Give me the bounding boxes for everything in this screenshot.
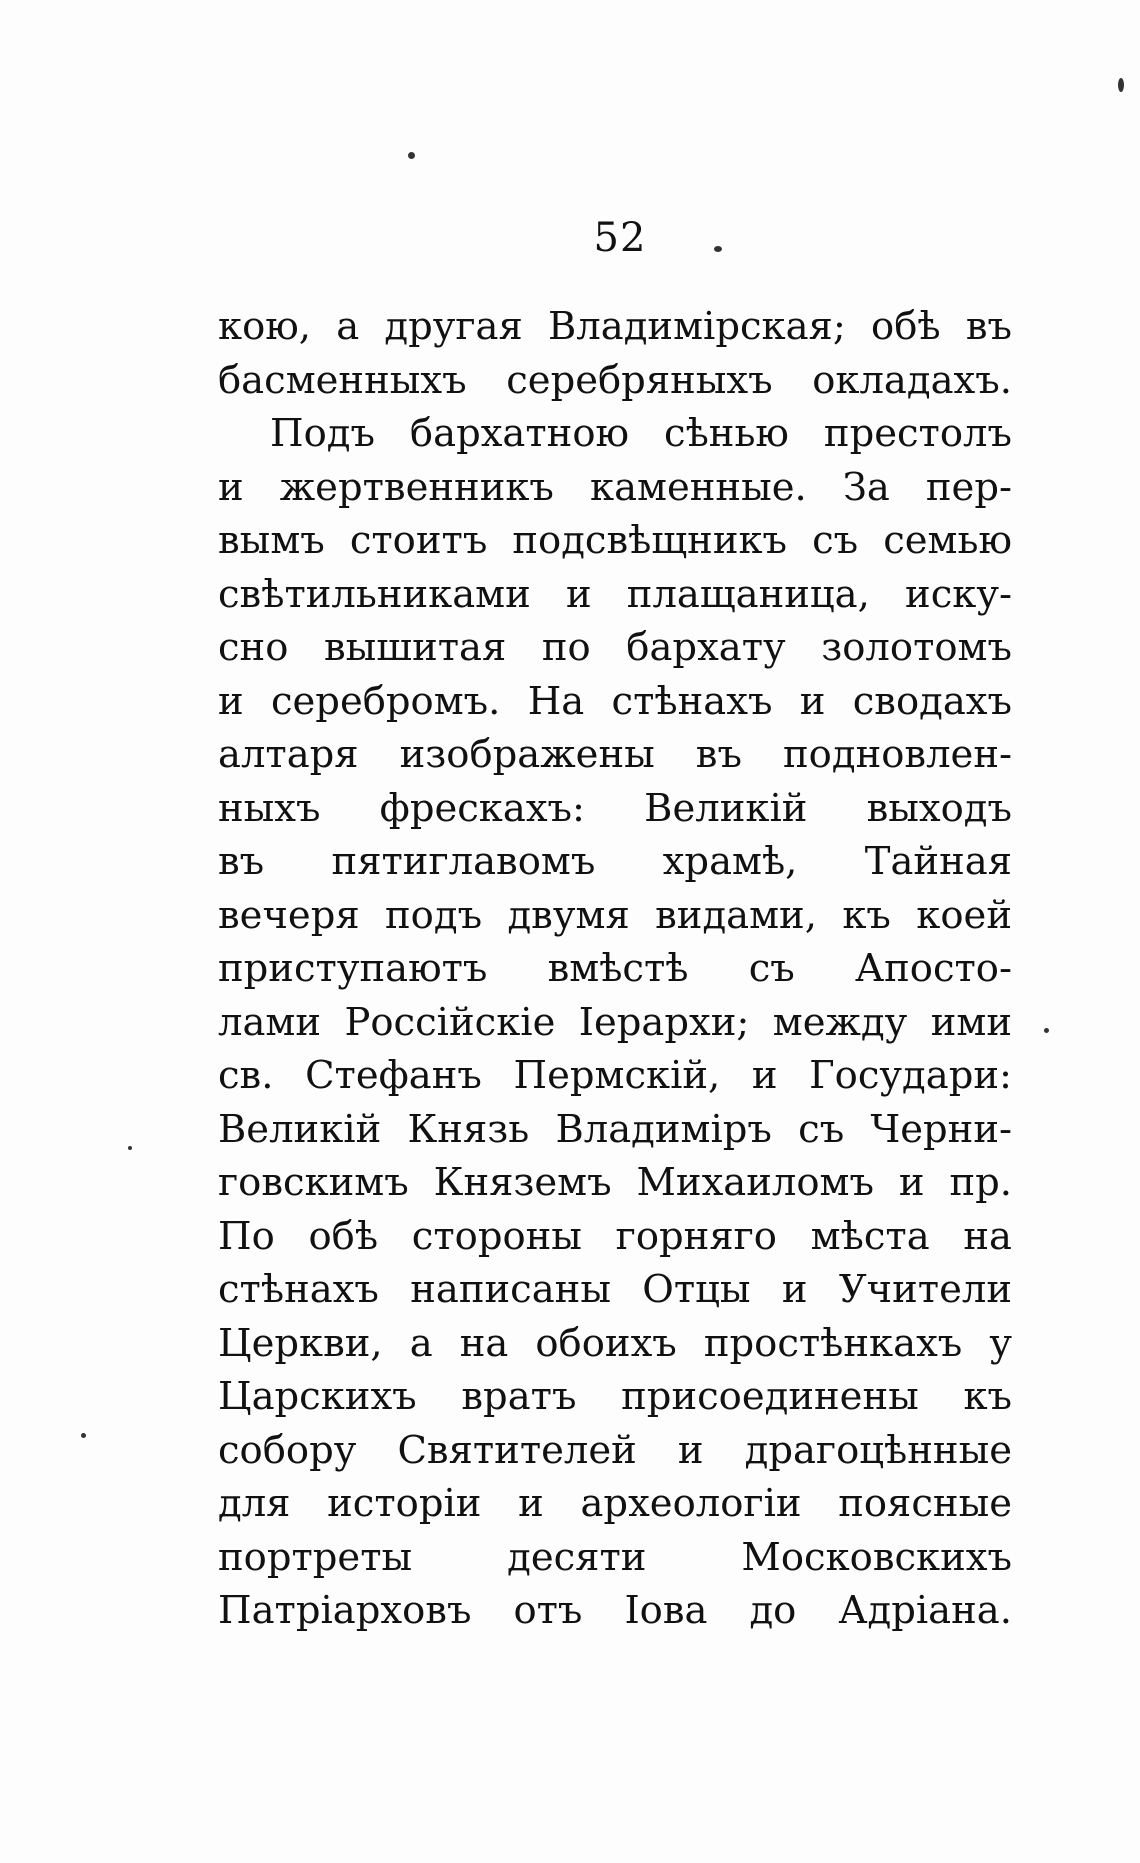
text-line: По обѣ стороны горняго мѣста на: [218, 1213, 1012, 1259]
text-line: приступаютъ вмѣстѣ съ Апосто-: [218, 946, 1012, 991]
text-line: Патріарховъ отъ Іова до Адріана.: [218, 1588, 1012, 1633]
scan-speck: [1118, 78, 1124, 92]
text-line: Церкви, а на обоихъ простѣнкахъ у: [218, 1320, 1012, 1366]
text-line: Великій Князь Владиміръ съ Черни-: [218, 1106, 1012, 1152]
text-line: Царскихъ вратъ присоединены къ: [218, 1374, 1012, 1419]
page-number: 52: [593, 215, 647, 261]
text-line: и серебромъ. На стѣнахъ и сводахъ: [218, 678, 1012, 724]
text-line: басменныхъ серебряныхъ окладахъ.: [218, 357, 1012, 403]
scan-speck: [408, 152, 415, 159]
text-line: лами Россійскіе Іерархи; между ими: [218, 999, 1012, 1045]
text-line: говскимъ Княземъ Михаиломъ и пр.: [218, 1160, 1012, 1205]
text-line: сно вышитая по бархату золотомъ: [218, 625, 1012, 670]
text-line: и жертвенникъ каменные. За пер-: [218, 464, 1012, 510]
text-line: свѣтильниками и плащаница, иску-: [218, 571, 1012, 617]
text-line: вымъ стоитъ подсвѣщникъ съ семью: [218, 518, 1012, 563]
text-line: въ пятиглавомъ храмѣ, Тайная: [218, 839, 1012, 884]
scan-speck: [81, 1433, 86, 1438]
scan-speck: [714, 246, 722, 252]
body-text: [218, 300, 1012, 1638]
scan-speck: [128, 1146, 132, 1150]
text-line: св. Стефанъ Пермскій, и Государи:: [218, 1053, 1012, 1098]
text-line: кою, а другая Владимірская; обѣ въ: [218, 304, 1012, 349]
text-line: портреты десяти Московскихъ: [218, 1534, 1012, 1580]
scan-speck: [1044, 1028, 1049, 1033]
text-line: ныхъ фрескахъ: Великій выходъ: [218, 785, 1012, 831]
text-line: Подъ бархатною сѣнью престолъ: [270, 411, 1012, 456]
text-line: вечеря подъ двумя видами, къ коей: [218, 892, 1012, 938]
text-line: для исторіи и археологіи поясные: [218, 1481, 1012, 1526]
text-line: собору Святителей и драгоцѣнные: [218, 1427, 1012, 1473]
text-line: алтаря изображены въ подновлен-: [218, 732, 1012, 777]
text-line: стѣнахъ написаны Отцы и Учители: [218, 1267, 1012, 1312]
